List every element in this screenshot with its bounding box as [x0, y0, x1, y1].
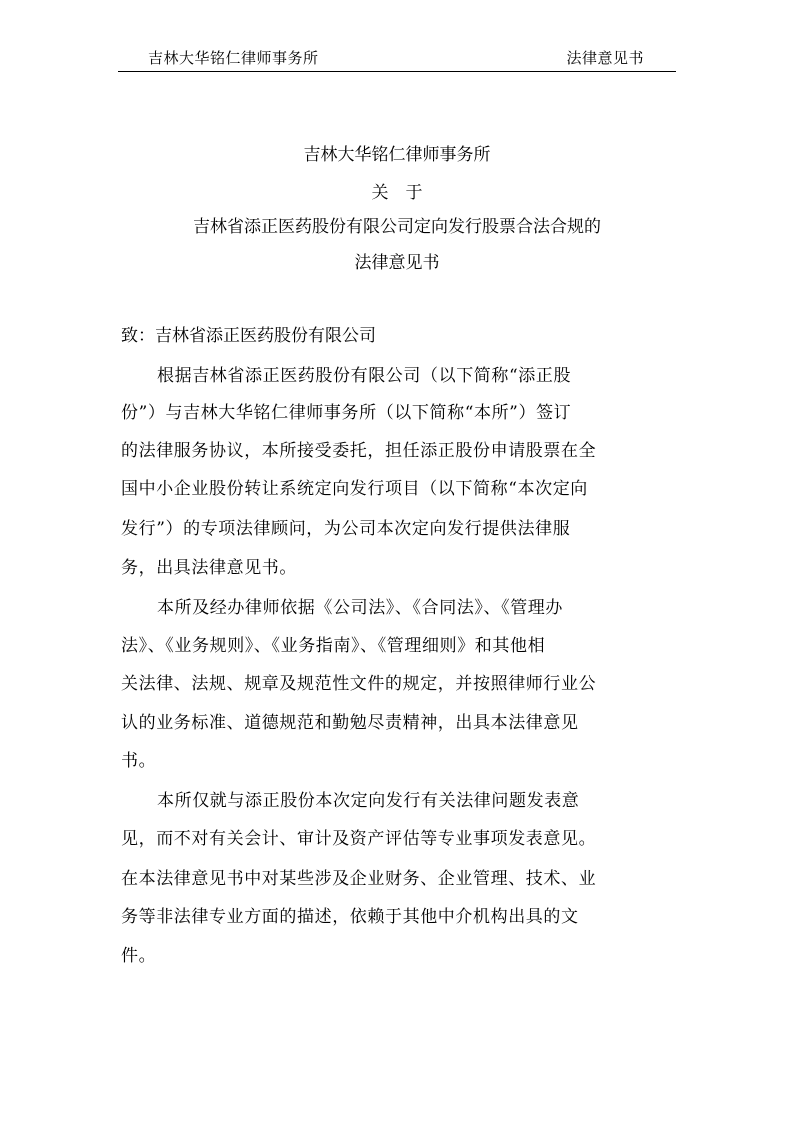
- paragraph-1-line: 务，出具法律意见书。: [121, 558, 297, 578]
- paragraph-3-line: 务等非法律专业方面的描述，依赖于其他中介机构出具的文: [121, 907, 579, 927]
- header-doc-type: 法律意见书: [566, 49, 644, 67]
- title-subject: 吉林省添正医药股份有限公司定向发行股票合法合规的: [193, 217, 601, 237]
- paragraph-1-line: 国中小企业股份转让系统定向发行项目（以下简称“本次定向: [121, 479, 588, 499]
- paragraph-3-line: 在本法律意见书中对某些涉及企业财务、企业管理、技术、业: [121, 869, 597, 889]
- page-header: [118, 44, 676, 72]
- title-doc-type: 法律意见书: [354, 253, 440, 273]
- title-firm: 吉林大华铭仁律师事务所: [303, 145, 491, 165]
- paragraph-3-line: 见，而不对有关会计、审计及资产评估等专业事项发表意见。: [121, 829, 597, 849]
- paragraph-2-line: 认的业务标准、道德规范和勤勉尽责精神，出具本法律意见: [121, 713, 579, 733]
- header-firm-name: 吉林大华铭仁律师事务所: [148, 49, 319, 67]
- paragraph-1-line: 发行”）的专项法律顾问，为公司本次定向发行提供法律服: [121, 519, 571, 539]
- paragraph-2-line: 关法律、法规、规章及规范性文件的规定，并按照律师行业公: [121, 674, 597, 694]
- paragraph-2-line: 法》、《业务规则》、《业务指南》、《管理细则》和其他相: [121, 636, 546, 656]
- paragraph-2-line: 书。: [121, 751, 157, 771]
- addressee: 致：吉林省添正医药股份有限公司: [121, 326, 376, 346]
- paragraph-1-line: 份”）与吉林大华铭仁律师事务所（以下简称“本所”）签订: [121, 403, 572, 423]
- paragraph-1-line: 根据吉林省添正医药股份有限公司（以下简称“添正股: [157, 366, 572, 386]
- paragraph-2-line: 本所及经办律师依据《公司法》、《合同法》、《管理办: [157, 598, 563, 618]
- title-about: 关 于: [371, 183, 423, 203]
- paragraph-1-line: 的法律服务协议，本所接受委托，担任添正股份申请股票在全: [121, 441, 597, 461]
- paragraph-3-line: 件。: [121, 946, 157, 966]
- paragraph-3-line: 本所仅就与添正股份本次定向发行有关法律问题发表意: [157, 791, 580, 811]
